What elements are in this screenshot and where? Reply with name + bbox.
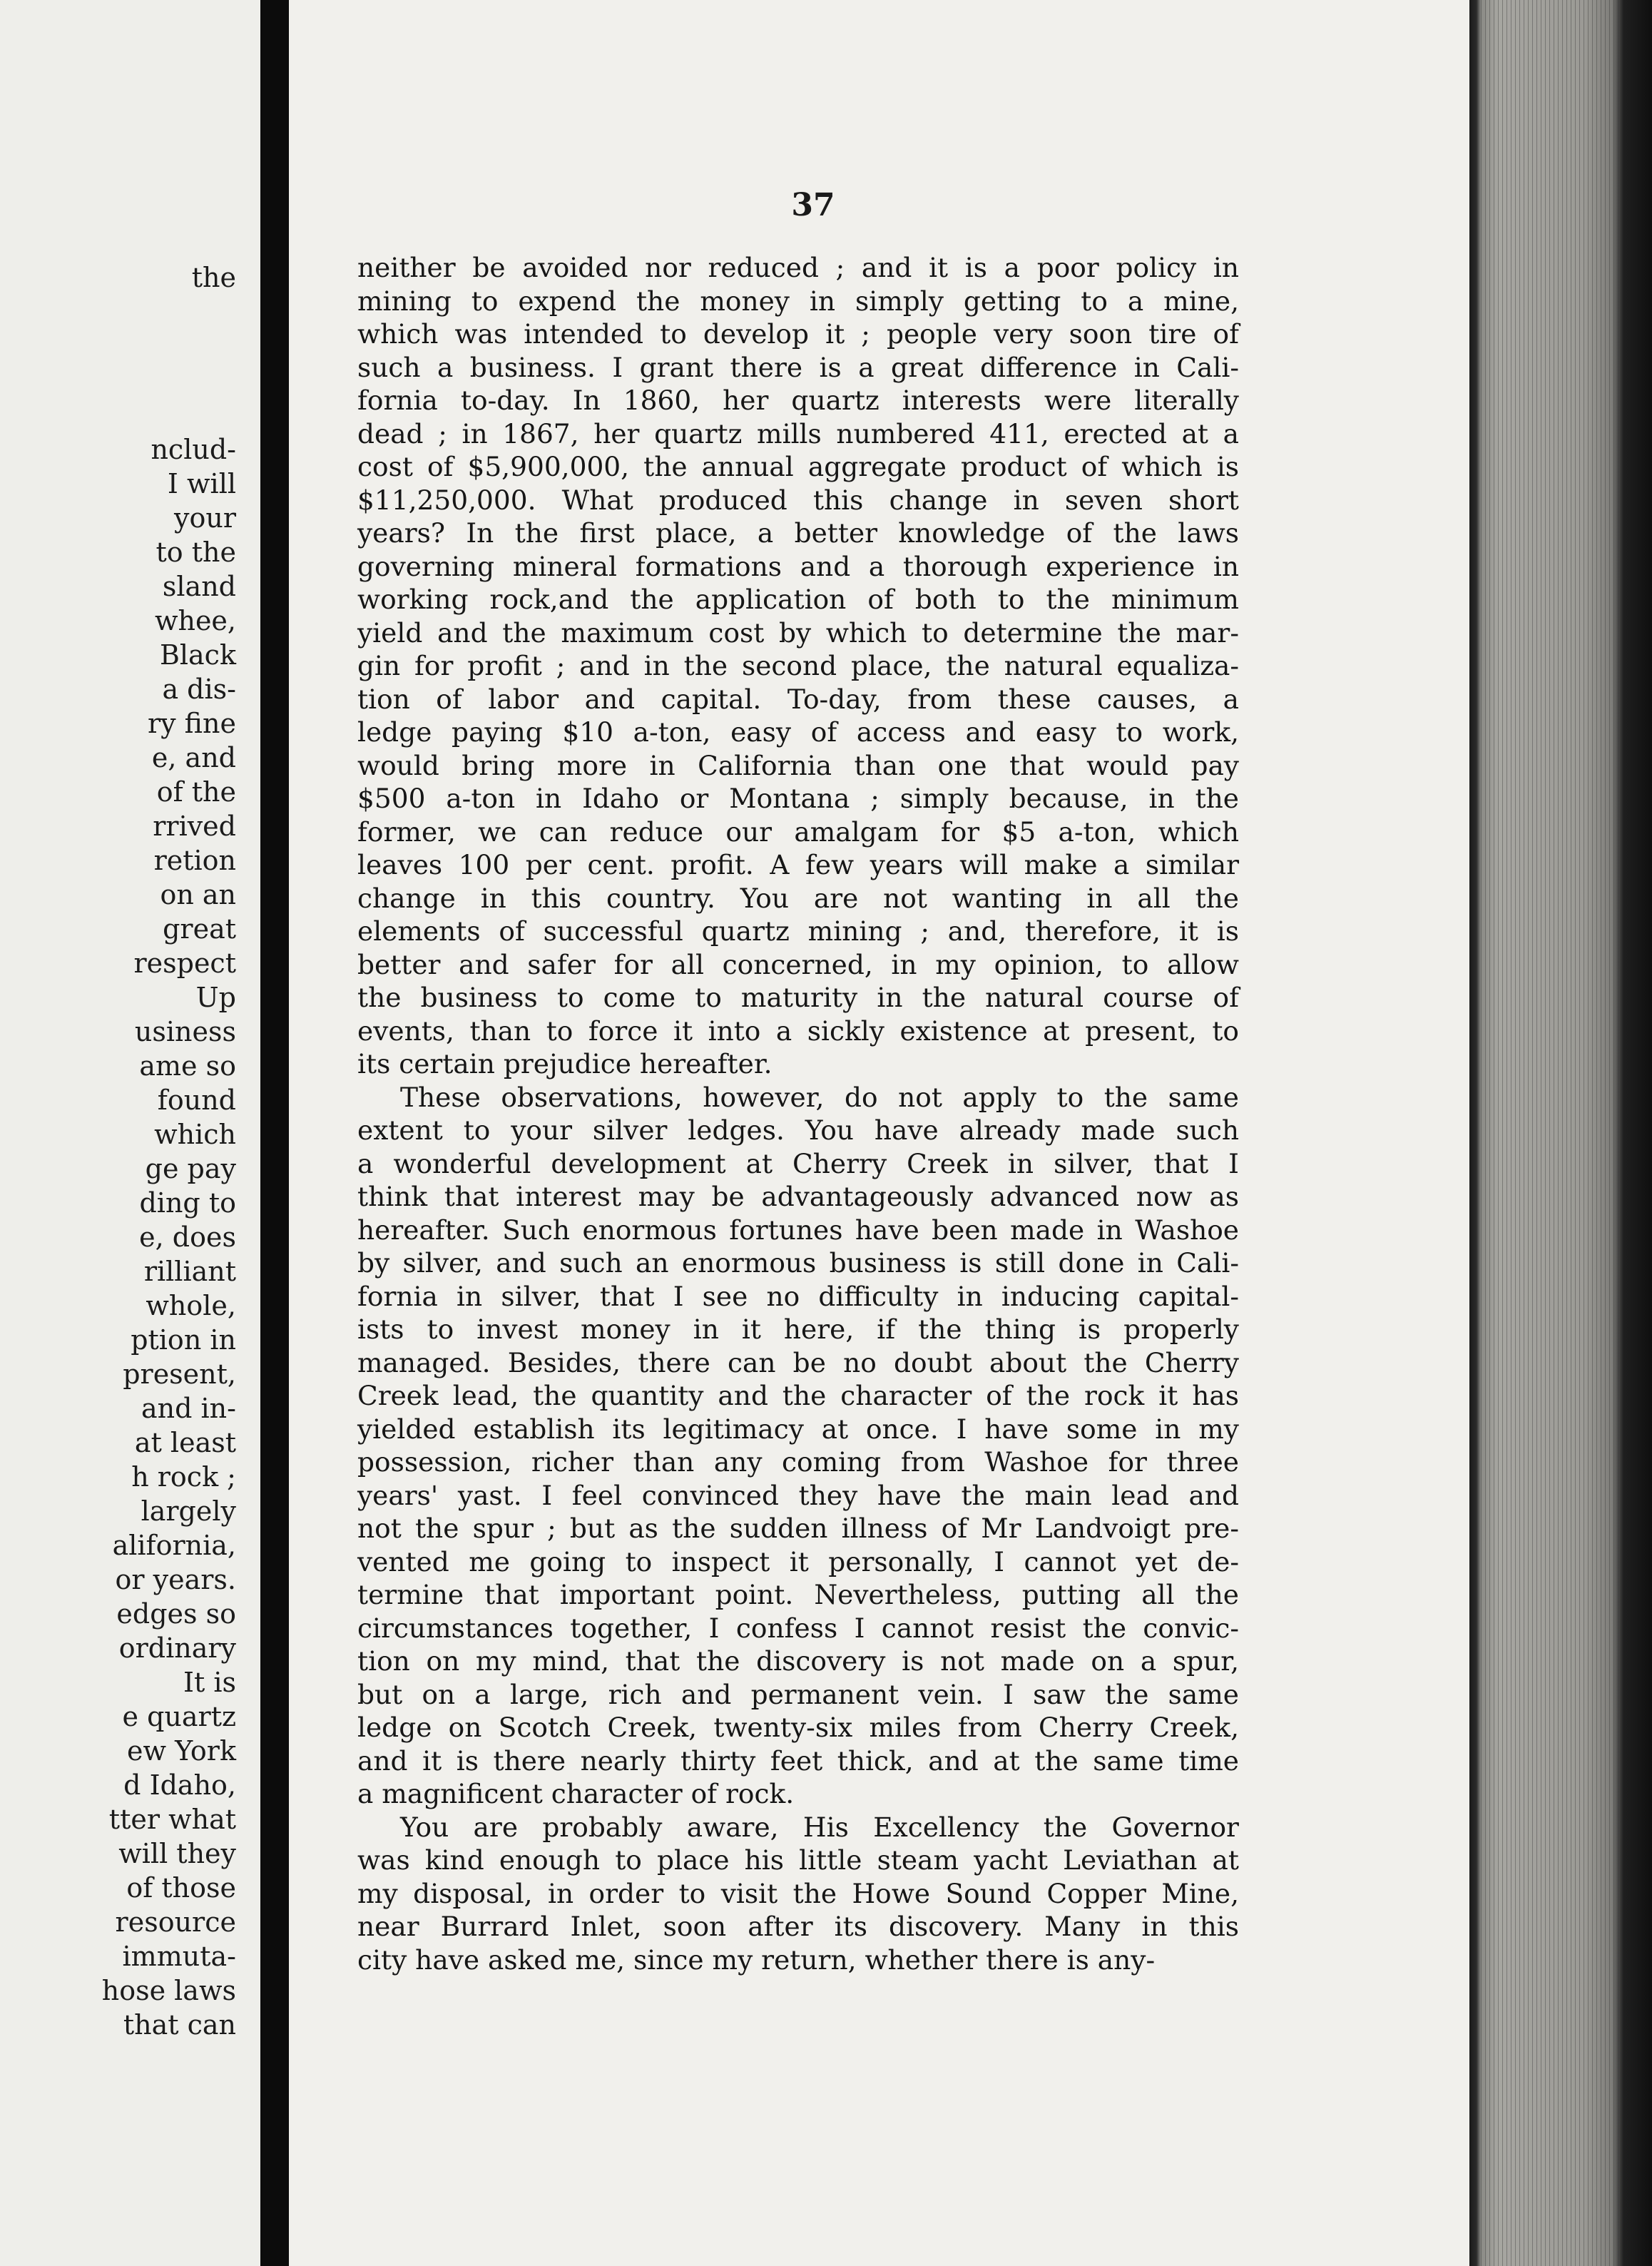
left-page-fragment: present,: [123, 1358, 236, 1390]
left-page-fragment: ew York: [127, 1735, 236, 1767]
paragraph: [357, 251, 1239, 1081]
text-line: tion on my mind, that the discovery is not made on a spur,: [357, 1645, 1239, 1677]
text-line: $11,250,000. What produced this change in seven short: [357, 484, 1239, 516]
left-page-fragment: at least: [134, 1427, 236, 1458]
text-line: ledge paying $10 a-ton, easy of access and easy to work,: [357, 716, 1239, 748]
left-page-fragment: and in-: [141, 1393, 236, 1424]
text-line: managed. Besides, there can be no doubt about the Cherry: [357, 1346, 1239, 1378]
text-line: fornia to-day. In 1860, her quartz interests were literally: [357, 385, 1239, 416]
text-line: better and safer for all concerned, in my opinion, to allow: [357, 948, 1239, 980]
left-page-fragment: h rock ;: [131, 1461, 236, 1493]
text-line: Creek lead, the quantity and the character of the rock it has: [357, 1380, 1239, 1411]
left-page: [0, 0, 260, 2266]
left-page-fragment: respect: [133, 947, 236, 979]
left-page-fragment: ry fine: [147, 708, 236, 739]
text-line: fornia in silver, that I see no difficulty in inducing capital-: [357, 1280, 1239, 1312]
left-page-fragment: retion: [153, 845, 236, 876]
text-line: circumstances together, I confess I cannot resist the convic-: [357, 1612, 1239, 1644]
left-page-fragment: resource: [115, 1906, 236, 1938]
text-line: mining to expend the money in simply getting to a mine,: [357, 285, 1239, 317]
text-line: which was intended to develop it ; people very soon tire of: [357, 318, 1239, 350]
paragraph: [357, 1081, 1239, 1811]
left-page-fragment: on an: [160, 879, 236, 910]
text-line: gin for profit ; and in the second place, the natural equaliza-: [357, 650, 1239, 681]
left-page-fragment: whee,: [154, 605, 236, 636]
left-page-fragment: e quartz: [122, 1701, 236, 1732]
left-page-fragment: rrived: [153, 811, 236, 842]
text-line: neither be avoided nor reduced ; and it is a poor policy in: [357, 252, 1239, 283]
left-page-fragment: ption in: [131, 1324, 236, 1356]
left-page-fragment: Black: [159, 639, 236, 671]
text-line: not the spur ; but as the sudden illness of Mr Landvoigt pre-: [357, 1513, 1239, 1544]
text-line: cost of $5,900,000, the annual aggregate product of which is: [357, 451, 1239, 482]
left-page-fragment: the: [191, 262, 236, 293]
left-page-fragment: edges so: [116, 1598, 236, 1630]
text-line: leaves 100 per cent. profit. A few years will make a similar: [357, 849, 1239, 880]
text-line: tion of labor and capital. To-day, from these causes, a: [357, 683, 1239, 715]
left-page-fragment: great: [163, 913, 236, 945]
left-page-fragment: ding to: [139, 1187, 236, 1219]
left-page-fragment: to the: [155, 537, 236, 568]
left-page-fragment: nclud-: [151, 434, 236, 465]
left-page-fragment: e, and: [151, 742, 236, 773]
text-line: near Burrard Inlet, soon after its discovery. Many in this: [357, 1911, 1239, 1942]
text-line: by silver, and such an enormous business is still done in Cali-: [357, 1247, 1239, 1279]
left-page-fragment: ame so: [139, 1050, 236, 1082]
left-page-fragment: that can: [123, 2009, 236, 2041]
left-page-fragment: rilliant: [143, 1256, 236, 1287]
page-number: 37: [791, 187, 835, 223]
text-line: a wonderful development at Cherry Creek in silver, that I: [357, 1147, 1239, 1179]
text-line: a magnificent character of rock.: [357, 1778, 795, 1809]
text-line: would bring more in California than one that would pay: [357, 749, 1239, 781]
text-line: was kind enough to place his little steam yacht Leviathan at: [357, 1844, 1239, 1876]
text-line: You are probably aware, His Excellency the Governor: [400, 1811, 1239, 1843]
text-line: but on a large, rich and permanent vein. I saw the same: [357, 1678, 1239, 1710]
text-line: ists to invest money in it here, if the thing is properly: [357, 1314, 1239, 1345]
right-page: [289, 0, 1469, 2266]
text-line: such a business. I grant there is a great difference in Cali-: [357, 351, 1239, 383]
left-page-fragment: usiness: [134, 1016, 236, 1047]
page-edge-lines: [1481, 0, 1623, 2266]
text-line: years? In the first place, a better knowledge of the laws: [357, 517, 1239, 549]
left-page-fragment: which: [154, 1119, 236, 1150]
left-page-fragment: d Idaho,: [123, 1769, 236, 1801]
left-page-fragment: sland: [162, 571, 236, 602]
text-line: dead ; in 1867, her quartz mills numbered 411, erected at a: [357, 417, 1239, 449]
left-page-fragment: largely: [141, 1495, 236, 1527]
left-page-fragment: or years.: [115, 1564, 236, 1595]
text-line: yielded establish its legitimacy at once. I have some in my: [357, 1413, 1239, 1445]
left-page-fragment: hose laws: [101, 1975, 236, 2006]
text-line: working rock,and the application of both to the minimum: [357, 584, 1239, 615]
text-line: extent to your silver ledges. You have already made such: [357, 1114, 1239, 1146]
book-gutter: [260, 0, 289, 2266]
left-page-fragment: ge pay: [145, 1153, 236, 1184]
left-page-fragment: tter what: [108, 1804, 236, 1835]
left-page-fragment: e, does: [139, 1221, 236, 1253]
left-page-fragment: your: [174, 502, 236, 534]
left-page-fragment: will they: [118, 1838, 236, 1869]
text-line: change in this country. You are not wanting in all the: [357, 882, 1239, 914]
text-line: my disposal, in order to visit the Howe Sound Copper Mine,: [357, 1877, 1239, 1909]
text-line: ledge on Scotch Creek, twenty-six miles from Cherry Creek,: [357, 1712, 1239, 1743]
text-line: $500 a-ton in Idaho or Montana ; simply because, in the: [357, 783, 1239, 814]
body-text: [357, 251, 1239, 1976]
text-line: city have asked me, since my return, whether there is any-: [357, 1944, 1156, 1976]
text-line: yield and the maximum cost by which to determine the mar-: [357, 616, 1239, 649]
text-line: its certain prejudice hereafter.: [357, 1048, 773, 1079]
text-line: possession, richer than any coming from Washoe for three: [357, 1446, 1239, 1478]
left-page-fragment: It is: [183, 1667, 236, 1698]
left-page-fragment: found: [157, 1084, 236, 1116]
text-line: termine that important point. Nevertheless, putting all the: [357, 1579, 1239, 1610]
text-line: These observations, however, do not apply to the same: [400, 1081, 1239, 1113]
text-line: governing mineral formations and a thorough experience in: [357, 550, 1239, 582]
left-page-fragment: of the: [156, 776, 236, 808]
text-line: years' yast. I feel convinced they have the main lead and: [357, 1479, 1239, 1511]
left-page-fragment: ordinary: [118, 1632, 236, 1664]
text-line: the business to come to maturity in the natural course of: [357, 982, 1239, 1013]
text-line: and it is there nearly thirty feet thick, and at the same time: [357, 1744, 1239, 1777]
left-page-fragment: of those: [126, 1872, 236, 1904]
left-page-fragment: whole,: [146, 1290, 236, 1321]
left-page-fragment: Up: [195, 982, 236, 1013]
paragraph: [357, 1811, 1239, 1977]
text-line: vented me going to inspect it personally, I cannot yet de-: [357, 1545, 1239, 1577]
left-page-fragment: alifornia,: [112, 1530, 236, 1561]
left-page-fragment: immuta-: [122, 1941, 236, 1972]
text-line: elements of successful quartz mining ; and, therefore, it is: [357, 915, 1239, 947]
left-page-fragment: a dis-: [162, 674, 236, 705]
left-page-fragment: I will: [167, 468, 236, 499]
text-line: hereafter. Such enormous fortunes have been made in Washoe: [357, 1214, 1239, 1246]
text-line: former, we can reduce our amalgam for $5 a-ton, which: [357, 816, 1239, 848]
text-line: events, than to force it into a sickly existence at present, to: [357, 1015, 1239, 1047]
text-line: think that interest may be advantageously advanced now as: [357, 1181, 1239, 1212]
